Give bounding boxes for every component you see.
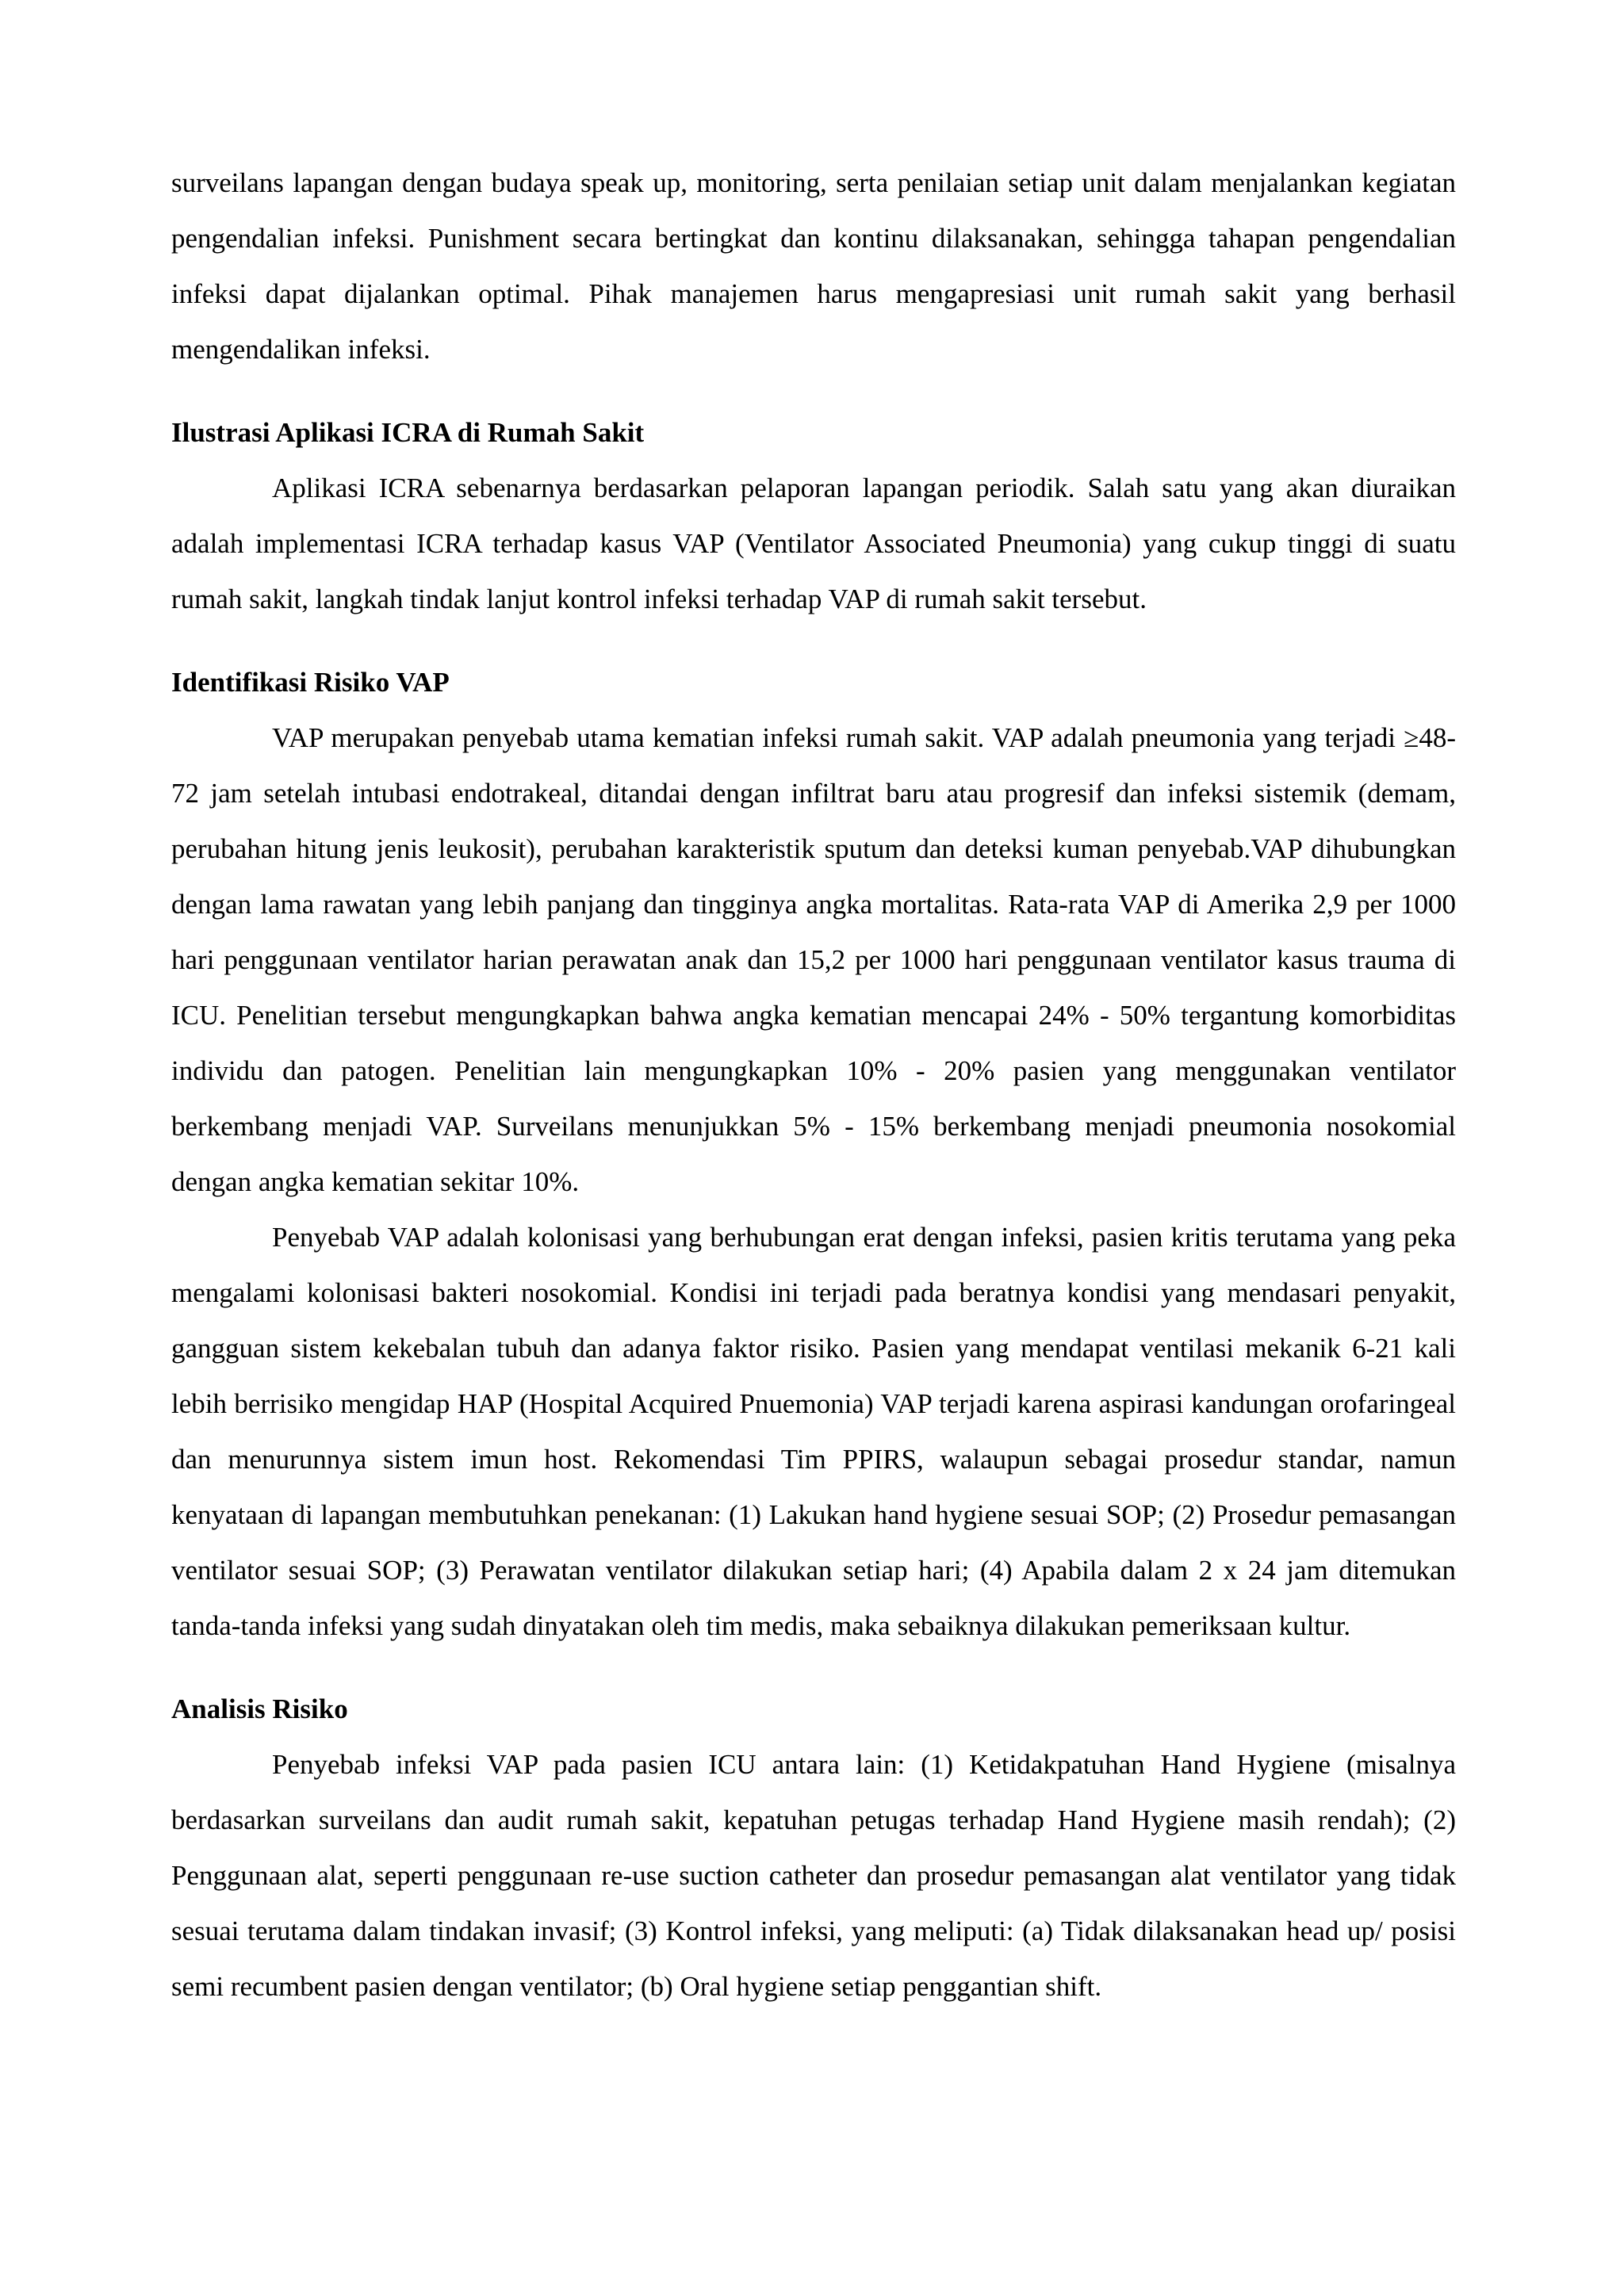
- paragraph-ilustrasi-icra: Aplikasi ICRA sebenarnya berdasarkan pelaporan lapangan periodik. Salah satu yang akan diuraikan adalah implementasi ICRA terhadap kasus VAP (Ventilator Associated Pneumonia) yang cukup tinggi di suatu rumah sakit, langkah tindak lanjut kontrol infeksi terhadap VAP di rumah sakit tersebut.: [171, 473, 1456, 614]
- paragraph-continuation: surveilans lapangan dengan budaya speak up, monitoring, serta penilaian setiap unit dalam menjalankan kegiatan pengendalian infeksi. Punishment secara bertingkat dan kontinu dilaksanakan, sehingga tahapan pengendalian infeksi dapat dijalankan optimal. Pihak manajemen harus mengapresiasi unit rumah sakit yang berhasil mengendalikan infeksi.: [171, 167, 1456, 365]
- section-gap: [171, 627, 1456, 655]
- document-page: [171, 155, 1456, 2015]
- paragraph-analisis-risiko: Penyebab infeksi VAP pada pasien ICU antara lain: (1) Ketidakpatuhan Hand Hygiene (misalnya berdasarkan surveilans dan audit rumah sakit, kepatuhan petugas terhadap Hand Hygiene masih rendah); (2) Penggunaan alat, seperti penggunaan re-use suction catheter dan prosedur pemasangan alat ventilator yang tidak sesuai terutama dalam tindakan invasif; (3) Kontrol infeksi, yang meliputi: (a) Tidak dilaksanakan head up/ posisi semi recumbent pasien dengan ventilator; (b) Oral hygiene setiap penggantian shift.: [171, 1749, 1456, 2002]
- heading-identifikasi-risiko-vap: Identifikasi Risiko VAP: [171, 667, 450, 698]
- paragraph-identifikasi-2: Penyebab VAP adalah kolonisasi yang berhubungan erat dengan infeksi, pasien kritis terutama yang peka mengalami kolonisasi bakteri nosokomial. Kondisi ini terjadi pada beratnya kondisi yang mendasari penyakit, gangguan sistem kekebalan tubuh dan adanya faktor risiko. Pasien yang mendapat ventilasi mekanik 6-21 kali lebih berrisiko mengidap HAP (Hospital Acquired Pnuemonia) VAP terjadi karena aspirasi kandungan orofaringeal dan menurunnya sistem imun host. Rekomendasi Tim PPIRS, walaupun sebagai prosedur standar, namun kenyataan di lapangan membutuhkan penekanan: (1) Lakukan hand hygiene sesuai SOP; (2) Prosedur pemasangan ventilator sesuai SOP; (3) Perawatan ventilator dilakukan setiap hari; (4) Apabila dalam 2 x 24 jam ditemukan tanda-tanda infeksi yang sudah dinyatakan oleh tim medis, maka sebaiknya dilakukan pemeriksaan kultur.: [171, 1222, 1456, 1641]
- section-gap: [171, 1654, 1456, 1682]
- section-gap: [171, 377, 1456, 405]
- heading-analisis-risiko: Analisis Risiko: [171, 1693, 348, 1724]
- paragraph-identifikasi-1: VAP merupakan penyebab utama kematian infeksi rumah sakit. VAP adalah pneumonia yang terjadi ≥48-72 jam setelah intubasi endotrakeal, ditandai dengan infiltrat baru atau progresif dan infeksi sistemik (demam, perubahan hitung jenis leukosit), perubahan karakteristik sputum dan deteksi kuman penyebab.VAP dihubungkan dengan lama rawatan yang lebih panjang dan tingginya angka mortalitas. Rata-rata VAP di Amerika 2,9 per 1000 hari penggunaan ventilator harian perawatan anak dan 15,2 per 1000 hari penggunaan ventilator kasus trauma di ICU. Penelitian tersebut mengungkapkan bahwa angka kematian mencapai 24% - 50% tergantung komorbiditas individu dan patogen. Penelitian lain mengungkapkan 10% - 20% pasien yang menggunakan ventilator berkembang menjadi VAP. Surveilans menunjukkan 5% - 15% berkembang menjadi pneumonia nosokomial dengan angka kematian sekitar 10%.: [171, 722, 1456, 1197]
- heading-ilustrasi-icra: Ilustrasi Aplikasi ICRA di Rumah Sakit: [171, 417, 645, 448]
